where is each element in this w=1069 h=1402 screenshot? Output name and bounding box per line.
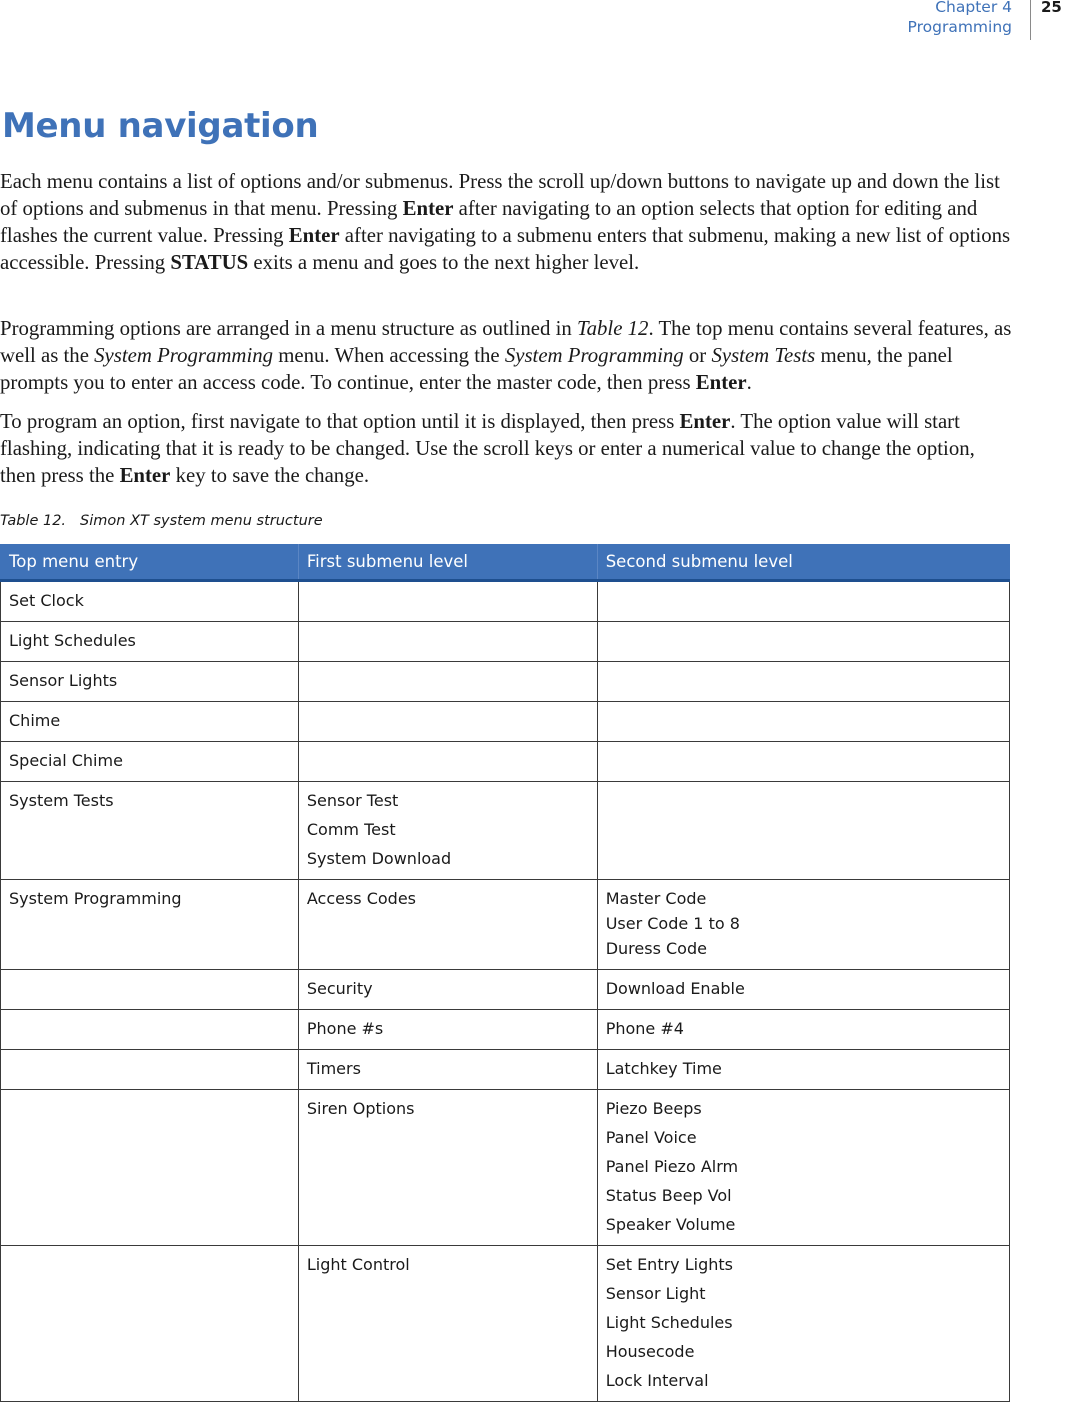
cell-first-submenu — [298, 742, 597, 782]
cell-first-submenu — [298, 581, 597, 622]
key-name-enter: Enter — [119, 464, 171, 487]
submenu-item: Light Schedules — [605, 1313, 733, 1332]
text-run: Each menu contains a list of options and/or submenus. Press the scroll up/down buttons to navigate up and down the list of options and submenus in that menu. Pressing — [0, 170, 1000, 220]
table-caption-number: Table 12. — [0, 513, 67, 529]
header-chapter-label: Chapter 4 — [935, 0, 1012, 16]
submenu-item: Panel Voice — [605, 1128, 697, 1147]
column-header-top-menu: Top menu entry — [1, 544, 299, 581]
submenu-item: Comm Test — [306, 820, 396, 839]
cell-top-menu: System Programming — [1, 880, 299, 970]
page-number: 25 — [1041, 0, 1062, 16]
cell-second-submenu: Phone #4 — [597, 1010, 1009, 1050]
paragraph-program-option — [0, 408, 1012, 489]
cell-top-menu: Special Chime — [1, 742, 299, 782]
submenu-item: Sensor Test — [306, 791, 399, 810]
table-row — [1, 702, 1010, 742]
text-run: To program an option, first navigate to that option until it is displayed, then press — [0, 410, 680, 433]
cell-first-submenu — [298, 702, 597, 742]
cell-second-submenu: Download Enable — [597, 970, 1009, 1010]
table-row — [1, 970, 1010, 1010]
table-row — [1, 1090, 1010, 1246]
submenu-item: Set Entry Lights — [605, 1255, 733, 1274]
cell-top-menu — [1, 1090, 299, 1246]
table-caption-title: Simon XT system menu structure — [80, 513, 323, 529]
submenu-item: Panel Piezo Alrm — [605, 1157, 739, 1176]
section-title: Menu navigation — [2, 106, 319, 146]
table-row — [1, 782, 1010, 880]
cell-second-submenu — [597, 782, 1009, 880]
submenu-item: Sensor Light — [605, 1284, 706, 1303]
paragraph-menu-structure — [0, 315, 1012, 396]
text-run: menu, the panel prompts you to enter an access code. To continue, enter the master code, then press — [0, 344, 953, 394]
cell-top-menu: System Tests — [1, 782, 299, 880]
cell-first-submenu: Access Codes — [298, 880, 597, 970]
column-header-first-submenu: First submenu level — [298, 544, 597, 581]
submenu-item: System Download — [306, 849, 452, 868]
submenu-item: Housecode — [605, 1342, 695, 1361]
menu-reference: System Programming — [504, 344, 684, 367]
running-header — [908, 0, 1012, 37]
submenu-item: Status Beep Vol — [605, 1186, 732, 1205]
header-divider — [1030, 0, 1031, 40]
cell-top-menu — [1, 970, 299, 1010]
text-run: Programming options are arranged in a menu structure as outlined in — [0, 317, 577, 340]
key-name-enter: Enter — [402, 197, 454, 220]
text-run: . The top menu contains several features, as well as the — [0, 317, 1012, 367]
cell-top-menu: Set Clock — [1, 581, 299, 622]
cell-second-submenu — [597, 581, 1009, 622]
table-header-row — [1, 544, 1010, 581]
key-name-enter: Enter — [679, 410, 731, 433]
cell-top-menu: Chime — [1, 702, 299, 742]
menu-structure-table — [0, 544, 1010, 1402]
cell-first-submenu — [298, 662, 597, 702]
table-row — [1, 880, 1010, 970]
cell-first-submenu — [298, 622, 597, 662]
table-row — [1, 622, 1010, 662]
key-name-enter: Enter — [695, 371, 747, 394]
table-caption — [0, 510, 323, 532]
key-name-status: STATUS — [170, 251, 249, 274]
cell-first-submenu: Security — [298, 970, 597, 1010]
cell-second-submenu — [597, 1246, 1009, 1402]
text-run: menu. When accessing the — [273, 344, 505, 367]
text-run: . The option value will start flashing, indicating that it is ready to be changed. Use the scroll keys or enter a numerical value to change the option, then press the — [0, 410, 975, 487]
table-row — [1, 662, 1010, 702]
table-row — [1, 742, 1010, 782]
text-run: or — [683, 344, 712, 367]
menu-reference: System Programming — [94, 344, 274, 367]
text-run: . — [746, 371, 752, 394]
table-reference: Table 12 — [576, 317, 649, 340]
cell-second-submenu: Latchkey Time — [597, 1050, 1009, 1090]
cell-top-menu: Light Schedules — [1, 622, 299, 662]
cell-second-submenu — [597, 702, 1009, 742]
column-header-second-submenu: Second submenu level — [597, 544, 1009, 581]
submenu-item: Lock Interval — [605, 1371, 709, 1390]
cell-second-submenu — [597, 742, 1009, 782]
cell-second-submenu — [597, 622, 1009, 662]
submenu-item: User Code 1 to 8 — [605, 914, 740, 933]
cell-top-menu — [1, 1050, 299, 1090]
cell-top-menu — [1, 1246, 299, 1402]
text-run: exits a menu and goes to the next higher level. — [248, 251, 640, 274]
paragraph-menu-intro — [0, 168, 1012, 276]
menu-reference: System Tests — [711, 344, 816, 367]
table-row — [1, 1010, 1010, 1050]
text-run: key to save the change. — [170, 464, 370, 487]
cell-first-submenu: Light Control — [298, 1246, 597, 1402]
cell-first-submenu: Phone #s — [298, 1010, 597, 1050]
submenu-item: Piezo Beeps — [605, 1099, 702, 1118]
header-section-label: Programming — [907, 18, 1012, 36]
cell-second-submenu — [597, 1090, 1009, 1246]
table-row — [1, 581, 1010, 622]
table-row — [1, 1246, 1010, 1402]
text-run: after navigating to a submenu enters that submenu, making a new list of options accessible. Pressing — [0, 224, 1011, 274]
key-name-enter: Enter — [288, 224, 340, 247]
cell-top-menu — [1, 1010, 299, 1050]
cell-top-menu: Sensor Lights — [1, 662, 299, 702]
submenu-item: Duress Code — [605, 939, 707, 958]
cell-first-submenu: Siren Options — [298, 1090, 597, 1246]
submenu-item: Speaker Volume — [605, 1215, 736, 1234]
submenu-item: Master Code — [605, 889, 707, 908]
cell-first-submenu — [298, 782, 597, 880]
page-header — [0, 0, 1069, 46]
cell-second-submenu — [597, 662, 1009, 702]
text-run: after navigating to an option selects that option for editing and flashes the current value. Pressing — [0, 197, 978, 247]
cell-first-submenu: Timers — [298, 1050, 597, 1090]
cell-second-submenu — [597, 880, 1009, 970]
table-row — [1, 1050, 1010, 1090]
